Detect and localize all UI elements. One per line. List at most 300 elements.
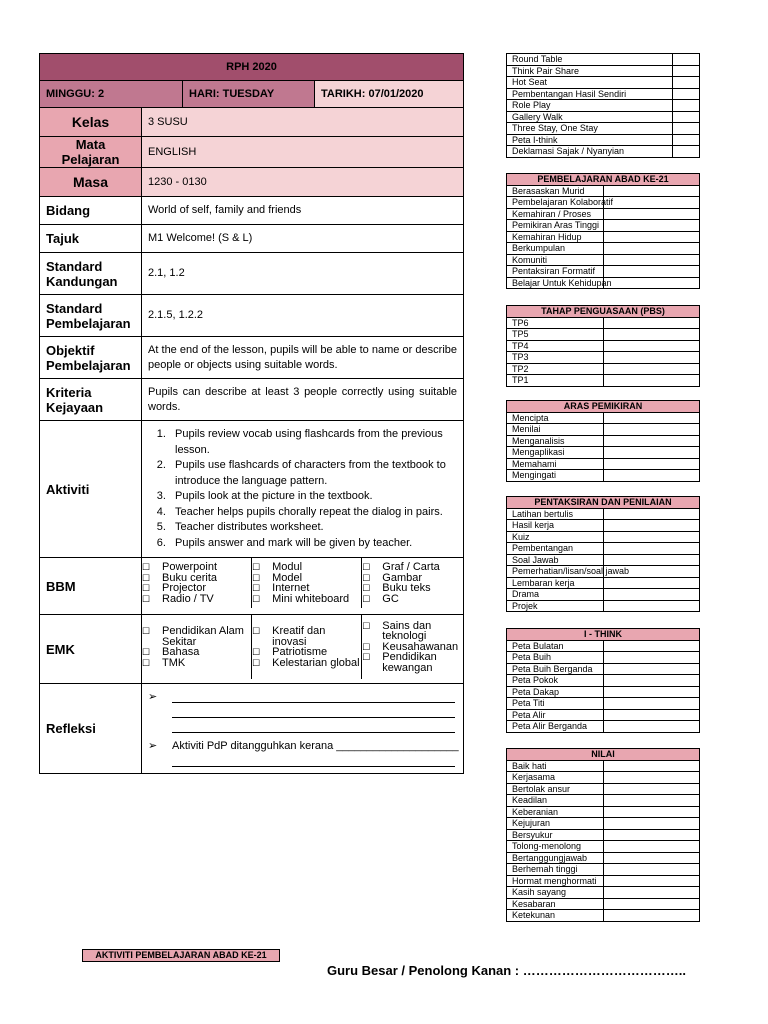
masa-label: Masa [40,168,142,197]
aras-row [507,412,700,424]
abad21-header: PEMBELAJARAN ABAD KE-21 [507,174,700,186]
kriteria-label: Kriteria Kejayaan [40,379,142,421]
nilai-row [507,841,700,853]
nilai-item-label: Kasih sayang [507,887,604,899]
abad21-item-label: Kemahiran Hidup [507,231,604,243]
pbs-item-label: TP2 [507,363,604,375]
teknik-item-label: Think Pair Share [507,65,673,77]
nilai-row [507,772,700,784]
pbs-item-label: TP1 [507,375,604,387]
ithink-item-label: Peta Titi [507,698,604,710]
abad21-tick-box[interactable] [603,254,700,266]
bbm-column [362,558,463,608]
pentaksiran-row [507,531,700,543]
pbs-header: TAHAP PENGUASAAN (PBS) [507,306,700,318]
nilai-tick-box[interactable] [603,852,700,864]
checkbox-icon[interactable]: ☐ [252,593,261,604]
aktiviti-item: 5. Teacher distributes worksheet. [169,520,457,536]
checkbox-icon[interactable]: ☐ [142,647,151,657]
checkbox-icon[interactable]: ☐ [362,620,371,631]
pentaksiran-list [506,496,700,612]
ithink-row [507,698,700,710]
aras-item-label: Mengingati [507,470,604,482]
teknik-row [507,123,700,135]
pbs-list [506,305,700,387]
pentaksiran-item-label: Soal Jawab [507,554,604,566]
bbm-option [252,562,361,573]
pentaksiran-item-label: Pemerhatian/lisan/soal jawab [507,566,604,578]
tajuk-value: M1 Welcome! (S & L) [142,225,464,253]
pbs-row [507,329,700,341]
ithink-row [507,686,700,698]
pentaksiran-row [507,566,700,578]
pentaksiran-tick-box[interactable] [603,577,700,589]
pentaksiran-row [507,577,700,589]
teknik-item-label: Deklamasi Sajak / Nyanyian [507,146,673,158]
bidang-value: World of self, family and friends [142,197,464,225]
aktiviti-item: 2. Pupils use flashcards of characters from the textbook to introduce the language pattern. [169,458,457,489]
abad21-row [507,208,700,220]
pbs-row [507,375,700,387]
nilai-tick-box[interactable] [603,772,700,784]
ithink-item-label: Peta Bulatan [507,640,604,652]
nilai-row [507,806,700,818]
abad21-item-label: Belajar Untuk Kehidupan [507,277,604,289]
mata-pelajaran-label: Mata Pelajaran [40,137,142,168]
teknik-row [507,100,700,112]
kriteria-value: Pupils can describe at least 3 people correctly using suitable words. [142,379,464,421]
teknik-item-label: Round Table [507,54,673,66]
standard-pembelajaran-label: Standard Pembelajaran [40,295,142,337]
checkbox-icon[interactable]: ☐ [142,583,151,593]
bbm-cell [142,558,464,615]
checkbox-icon[interactable]: ☐ [142,657,151,668]
pentaksiran-row [507,589,700,601]
ithink-tick-box[interactable] [603,686,700,698]
abad21-item-label: Pentaksiran Formatif [507,266,604,278]
nilai-tick-box[interactable] [603,760,700,772]
bbm-option-label: GC [382,592,399,605]
aras-item-label: Mengaplikasi [507,447,604,459]
bbm-option-label: Buku teks [382,582,431,594]
pentaksiran-tick-box[interactable] [603,531,700,543]
bidang-label: Bidang [40,197,142,225]
tajuk-label: Tajuk [40,225,142,253]
aras-header: ARAS PEMIKIRAN [507,401,700,413]
aras-tick-box[interactable] [603,458,700,470]
aras-row [507,424,700,436]
masa-value: 1230 - 0130 [142,168,464,197]
abad21-tick-box[interactable] [603,266,700,278]
bbm-option [142,562,251,573]
emk-option [142,647,251,658]
abad21-tick-box[interactable] [603,243,700,255]
nilai-item-label: Tolong-menolong [507,841,604,853]
checkbox-icon[interactable]: ☐ [362,641,371,652]
objektif-label: Objektif Pembelajaran [40,337,142,379]
abad21-item-label: Kemahiran / Proses [507,208,604,220]
emk-option [142,626,251,647]
teknik-tick-box[interactable] [673,146,700,158]
teknik-tick-box[interactable] [673,111,700,123]
ithink-row [507,721,700,733]
checkbox-icon[interactable]: ☐ [252,647,261,657]
bbm-option [142,583,251,594]
mata-pelajaran-value: ENGLISH [142,137,464,168]
checkbox-icon[interactable]: ☐ [142,572,151,583]
ithink-header: I - THINK [507,629,700,641]
teknik-tick-box[interactable] [673,134,700,146]
ithink-item-label: Peta Alir Berganda [507,721,604,733]
refleksi-blank-line[interactable] [172,720,455,733]
abad21-tick-box[interactable] [603,277,700,289]
teknik-item-label: Peta I-think [507,134,673,146]
standard-kandungan-label: Standard Kandungan [40,253,142,295]
aktiviti-list [142,427,463,551]
aras-item-label: Mencipta [507,412,604,424]
ithink-item-label: Peta Buih [507,652,604,664]
aras-tick-box[interactable] [603,412,700,424]
pentaksiran-row [507,600,700,612]
nilai-item-label: Ketekunan [507,910,604,922]
bbm-column [252,558,362,608]
nilai-row [507,887,700,899]
checkbox-icon[interactable]: ☐ [362,593,371,604]
nilai-item-label: Bersyukur [507,829,604,841]
teknik-item-label: Pembentangan Hasil Sendiri [507,88,673,100]
pbs-item-label: TP5 [507,329,604,341]
abad21-tick-box[interactable] [603,197,700,209]
aktiviti-item: 6. Pupils answer and mark will be given by teacher. [169,536,457,552]
kelas-value: 3 SUSU [142,108,464,137]
bbm-option-label: Powerpoint [162,561,218,573]
emk-label: EMK [40,615,142,684]
refleksi-blank-line[interactable] [172,754,455,767]
pbs-row [507,352,700,364]
teknik-tick-box[interactable] [673,65,700,77]
pentaksiran-tick-box[interactable] [603,600,700,612]
emk-option-label: Sains dan teknologi [382,619,432,643]
pbs-item-label: TP3 [507,352,604,364]
nilai-list [506,748,700,922]
checkbox-icon[interactable]: ☐ [362,652,371,663]
checkbox-icon[interactable]: ☐ [252,583,261,593]
pbs-tick-box[interactable] [603,317,700,329]
nilai-tick-box[interactable] [603,795,700,807]
emk-option [362,621,463,642]
abad21-row [507,197,700,209]
pbs-item-label: TP6 [507,317,604,329]
abad21-row [507,220,700,232]
emk-option-label: Pendidikan kewangan [382,651,437,674]
aras-row [507,447,700,459]
tarikh-cell: TARIKH: 07/01/2020 [315,81,464,108]
ithink-tick-box[interactable] [603,675,700,687]
teknik-tick-box[interactable] [673,88,700,100]
abad21-tick-box[interactable] [603,208,700,220]
abad21-tick-box[interactable] [603,220,700,232]
teknik-tick-box[interactable] [673,123,700,135]
teknik-row [507,77,700,89]
abad21-item-label: Berasaskan Murid [507,185,604,197]
pentaksiran-item-label: Projek [507,600,604,612]
checkbox-icon[interactable]: ☐ [252,562,261,572]
pbs-row [507,340,700,352]
bbm-option [362,583,463,594]
nilai-tick-box[interactable] [603,875,700,887]
pentaksiran-header: PENTAKSIRAN DAN PENILAIAN [507,497,700,509]
abad21-item-label: Pemikiran Aras Tinggi [507,220,604,232]
refleksi-postponed-text: Aktiviti PdP ditangguhkan kerana ____________________ [172,740,459,752]
pentaksiran-item-label: Pembentangan [507,543,604,555]
nilai-item-label: Hormat menghormati [507,875,604,887]
ithink-tick-box[interactable] [603,698,700,710]
refleksi-label: Refleksi [40,684,142,774]
nilai-tick-box[interactable] [603,806,700,818]
nilai-item-label: Bertolak ansur [507,783,604,795]
nilai-item-label: Kesabaran [507,898,604,910]
checkbox-icon[interactable]: ☐ [142,626,151,636]
abad21-tick-box[interactable] [603,185,700,197]
nilai-tick-box[interactable] [603,818,700,830]
emk-option-label: Patriotisme [272,646,328,658]
arrow-bullet-icon: ➢ [148,691,158,703]
checkbox-icon[interactable]: ☐ [252,657,261,668]
bbm-option [362,562,463,573]
abad21-row [507,243,700,255]
aktiviti-item: 4. Teacher helps pupils chorally repeat the dialog in pairs. [169,505,457,521]
pentaksiran-tick-box[interactable] [603,589,700,601]
bbm-option-label: Gambar [382,571,423,584]
aras-item-label: Memahami [507,458,604,470]
refleksi-cell [142,684,464,774]
hari-cell: HARI: TUESDAY [183,81,315,108]
emk-option [252,626,361,647]
aktiviti-cell [142,421,464,558]
emk-option [362,652,463,673]
nilai-item-label: Kejujuran [507,818,604,830]
bbm-option-label: Graf / Carta [382,561,440,573]
nilai-item-label: Berhemah tinggi [507,864,604,876]
nilai-item-label: Baik hati [507,760,604,772]
checkbox-icon[interactable]: ☐ [252,626,261,636]
pentaksiran-item-label: Drama [507,589,604,601]
rph-title: RPH 2020 [40,54,464,81]
emk-option-label: Keusahawanan [382,640,459,653]
pentaksiran-tick-box[interactable] [603,508,700,520]
nilai-tick-box[interactable] [603,910,700,922]
pentaksiran-item-label: Latihan bertulis [507,508,604,520]
ithink-tick-box[interactable] [603,709,700,721]
emk-option-label: Kelestarian global [272,656,360,669]
emk-option-label: TMK [162,656,186,669]
standard-pembelajaran-value: 2.1.5, 1.2.2 [142,295,464,337]
bbm-column [142,558,252,608]
abad21-item-label: Komuniti [507,254,604,266]
emk-option-label: Pendidikan Alam Sekitar [162,625,244,648]
aras-row [507,435,700,447]
abad21-row [507,277,700,289]
teknik-row [507,88,700,100]
bbm-option [252,583,361,594]
aktiviti-item: 3. Pupils look at the picture in the textbook. [169,489,457,505]
nilai-header: NILAI [507,749,700,761]
emk-option-label: Kreatif dan inovasi [272,625,326,648]
bbm-option-label: Modul [272,561,303,573]
teknik-row [507,54,700,66]
pbs-tick-box[interactable] [603,329,700,341]
aras-row [507,458,700,470]
teknik-row [507,111,700,123]
objektif-value: At the end of the lesson, pupils will be able to name or describe people or objects using suitable words. [142,337,464,379]
teknik-row [507,146,700,158]
nilai-tick-box[interactable] [603,887,700,899]
pentaksiran-row [507,543,700,555]
checkbox-icon[interactable]: ☐ [142,593,151,604]
emk-column [362,615,463,679]
teknik-item-label: Role Play [507,100,673,112]
bbm-option-label: Radio / TV [162,592,214,605]
abad21-tick-box[interactable] [603,231,700,243]
teknik-item-label: Gallery Walk [507,111,673,123]
ithink-tick-box[interactable] [603,640,700,652]
bbm-option-label: Model [272,571,303,584]
nilai-row [507,818,700,830]
nilai-row [507,864,700,876]
nilai-tick-box[interactable] [603,864,700,876]
teknik-item-label: Three Stay, One Stay [507,123,673,135]
aras-row [507,470,700,482]
guru-besar-signature-line[interactable]: Guru Besar / Penolong Kanan : ……………………………….. [327,963,686,978]
nilai-row [507,783,700,795]
bbm-option [362,594,463,605]
kelas-label: Kelas [40,108,142,137]
ithink-list [506,628,700,733]
ithink-row [507,640,700,652]
teknik-item-label: Hot Seat [507,77,673,89]
ithink-item-label: Peta Alir [507,709,604,721]
ithink-item-label: Peta Dakap [507,686,604,698]
ithink-tick-box[interactable] [603,652,700,664]
teknik-list [506,53,700,158]
teknik-tick-box[interactable] [673,54,700,66]
pbs-tick-box[interactable] [603,363,700,375]
minggu-cell: MINGGU: 2 [40,81,183,108]
nilai-row [507,910,700,922]
refleksi-blank-line[interactable] [172,705,455,718]
abad21-list [506,173,700,289]
refleksi-blank-line[interactable] [172,690,455,703]
standard-kandungan-value: 2.1, 1.2 [142,253,464,295]
nilai-item-label: Bertanggungjawab [507,852,604,864]
pentaksiran-item-label: Lembaran kerja [507,577,604,589]
ithink-tick-box[interactable] [603,721,700,733]
emk-column [252,615,362,679]
nilai-tick-box[interactable] [603,898,700,910]
checkbox-icon[interactable]: ☐ [362,583,371,593]
pentaksiran-tick-box[interactable] [603,543,700,555]
emk-cell [142,615,464,684]
pbs-tick-box[interactable] [603,375,700,387]
emk-option [142,658,251,669]
aras-tick-box[interactable] [603,435,700,447]
nilai-item-label: Kerjasama [507,772,604,784]
aras-pemikiran-list [506,400,700,482]
pbs-row [507,317,700,329]
pbs-tick-box[interactable] [603,352,700,364]
teknik-tick-box[interactable] [673,100,700,112]
abad21-item-label: Berkumpulan [507,243,604,255]
bbm-option-label: Mini whiteboard [272,592,350,605]
ithink-row [507,663,700,675]
nilai-item-label: Keberanian [507,806,604,818]
bbm-option-label: Buku cerita [162,571,218,584]
aras-tick-box[interactable] [603,470,700,482]
abad21-item-label: Pembelajaran Kolaboratif [507,197,604,209]
ithink-row [507,652,700,664]
pentaksiran-tick-box[interactable] [603,554,700,566]
aras-tick-box[interactable] [603,424,700,436]
aktiviti-label: Aktiviti [40,421,142,558]
checkbox-icon[interactable]: ☐ [362,572,371,583]
pentaksiran-item-label: Kuiz [507,531,604,543]
pbs-item-label: TP4 [507,340,604,352]
emk-option-label: Bahasa [162,646,200,658]
checkbox-icon[interactable]: ☐ [252,572,261,583]
emk-option [252,658,361,669]
arrow-bullet-icon: ➢ [148,740,158,752]
pbs-tick-box[interactable] [603,340,700,352]
nilai-tick-box[interactable] [603,829,700,841]
emk-option [252,647,361,658]
teknik-row [507,65,700,77]
pentaksiran-row [507,508,700,520]
bbm-label: BBM [40,558,142,615]
ithink-tick-box[interactable] [603,663,700,675]
bbm-option [142,594,251,605]
pentaksiran-row [507,520,700,532]
nilai-row [507,795,700,807]
ithink-item-label: Peta Buih Berganda [507,663,604,675]
pentaksiran-tick-box[interactable] [603,520,700,532]
teknik-tick-box[interactable] [673,77,700,89]
aktiviti-abad21-label: AKTIVITI PEMBELAJARAN ABAD KE-21 [82,949,280,962]
bbm-option [252,594,361,605]
abad21-row [507,254,700,266]
nilai-row [507,898,700,910]
aras-item-label: Menilai [507,424,604,436]
nilai-row [507,875,700,887]
nilai-row [507,852,700,864]
ithink-item-label: Peta Pokok [507,675,604,687]
nilai-item-label: Keadilan [507,795,604,807]
nilai-tick-box[interactable] [603,841,700,853]
nilai-row [507,829,700,841]
pbs-row [507,363,700,375]
nilai-tick-box[interactable] [603,783,700,795]
teknik-row [507,134,700,146]
aras-item-label: Menganalisis [507,435,604,447]
checkbox-icon[interactable]: ☐ [362,562,371,572]
aras-tick-box[interactable] [603,447,700,459]
abad21-row [507,185,700,197]
abad21-row [507,231,700,243]
nilai-row [507,760,700,772]
checkbox-icon[interactable]: ☐ [142,562,151,572]
ithink-row [507,709,700,721]
ithink-row [507,675,700,687]
pentaksiran-item-label: Hasil kerja [507,520,604,532]
